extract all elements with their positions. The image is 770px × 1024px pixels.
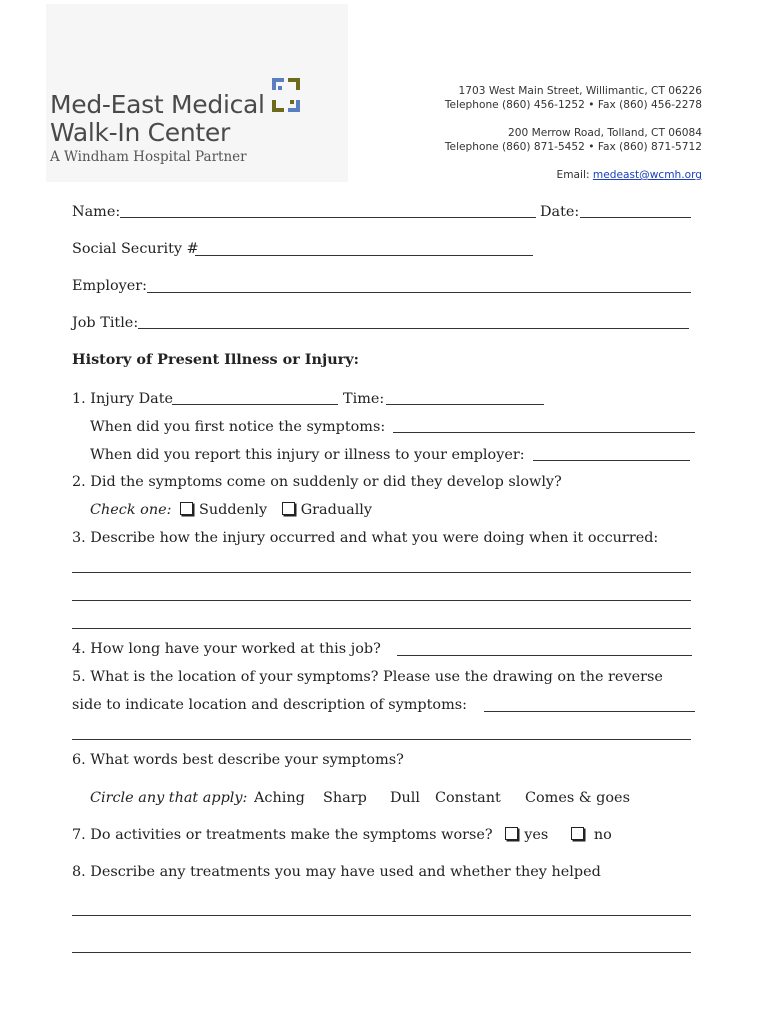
name-field[interactable] xyxy=(120,217,536,218)
q8-answer-line[interactable] xyxy=(72,915,691,916)
q3-answer-line[interactable] xyxy=(72,628,691,629)
logo xyxy=(46,4,348,182)
employer-field[interactable] xyxy=(147,292,691,293)
time-field[interactable] xyxy=(386,404,544,405)
address-tolland xyxy=(445,126,702,154)
injury-date-field[interactable] xyxy=(172,404,338,405)
history-heading: History of Present Illness or Injury: xyxy=(72,351,359,368)
q5-answer-field[interactable] xyxy=(484,711,695,712)
date-field[interactable] xyxy=(580,217,691,218)
q5-question-line1: 5. What is the location of your symptoms? Please use the drawing on the reverse xyxy=(72,669,663,685)
q7-row xyxy=(72,826,612,844)
q5-answer-line[interactable] xyxy=(72,739,691,740)
q2-question: 2. Did the symptoms come on suddenly or did they develop slowly? xyxy=(72,474,562,490)
gradually-checkbox[interactable] xyxy=(282,502,295,515)
word-sharp[interactable]: Sharp xyxy=(323,790,367,806)
ssn-label: Social Security # xyxy=(72,241,199,257)
no-label: no xyxy=(593,827,612,843)
gradually-label: Gradually xyxy=(300,502,373,518)
logo-title-line1: Med-East Medical xyxy=(50,90,265,119)
date-label: Date: xyxy=(540,204,580,220)
word-constant[interactable]: Constant xyxy=(435,790,501,806)
check-one-label: Check one: xyxy=(90,502,172,518)
q1-injury-date-label: 1. Injury Date xyxy=(72,391,173,407)
word-dull[interactable]: Dull xyxy=(390,790,421,806)
logo-tagline: A Windham Hospital Partner xyxy=(50,149,247,165)
phone-line: Telephone (860) 456-1252 • Fax (860) 456-2278 xyxy=(444,99,702,111)
job-title-field[interactable] xyxy=(138,328,689,329)
q3-answer-line[interactable] xyxy=(72,572,691,573)
word-aching[interactable]: Aching xyxy=(254,790,305,806)
q3-question: 3. Describe how the injury occurred and what you were doing when it occurred: xyxy=(72,530,659,546)
yes-checkbox[interactable] xyxy=(505,827,518,840)
phone-line: Telephone (860) 871-5452 • Fax (860) 871-5712 xyxy=(444,141,702,153)
q3-answer-line[interactable] xyxy=(72,600,691,601)
logo-title-line2: Walk-In Center xyxy=(50,118,230,147)
no-checkbox[interactable] xyxy=(571,827,584,840)
employer-label: Employer: xyxy=(72,278,148,294)
email-link[interactable]: medeast@wcmh.org xyxy=(592,169,702,181)
q7-question: 7. Do activities or treatments make the symptoms worse? xyxy=(72,827,493,843)
q8-answer-line[interactable] xyxy=(72,952,691,953)
notice-field[interactable] xyxy=(393,432,695,433)
q1-notice-label: When did you first notice the symptoms: xyxy=(90,419,386,435)
q5-question-line2: side to indicate location and description of symptoms: xyxy=(72,697,467,713)
suddenly-checkbox[interactable] xyxy=(180,502,193,515)
email-line xyxy=(557,168,702,182)
q1-report-label: When did you report this injury or illness to your employer: xyxy=(90,447,525,463)
q8-question: 8. Describe any treatments you may have used and whether they helped xyxy=(72,864,601,880)
q4-answer-field[interactable] xyxy=(397,655,692,656)
med-east-logo-mark-icon xyxy=(270,76,302,114)
email-label: Email: xyxy=(556,169,590,181)
address-line: 200 Merrow Road, Tolland, CT 06084 xyxy=(507,127,702,139)
q4-question: 4. How long have your worked at this job? xyxy=(72,641,381,657)
word-comes-and-goes[interactable]: Comes & goes xyxy=(525,790,630,806)
q6-question: 6. What words best describe your symptoms? xyxy=(72,752,404,768)
address-willimantic xyxy=(445,84,702,112)
yes-label: yes xyxy=(524,827,549,843)
ssn-field[interactable] xyxy=(195,255,533,256)
report-field[interactable] xyxy=(533,460,690,461)
q2-options xyxy=(90,501,372,519)
name-label: Name: xyxy=(72,204,121,220)
circle-any-label: Circle any that apply: xyxy=(90,790,248,806)
suddenly-label: Suddenly xyxy=(199,502,268,518)
job-title-label: Job Title: xyxy=(72,315,139,331)
address-line: 1703 West Main Street, Willimantic, CT 06226 xyxy=(458,85,702,97)
q1-time-label: Time: xyxy=(343,391,385,407)
